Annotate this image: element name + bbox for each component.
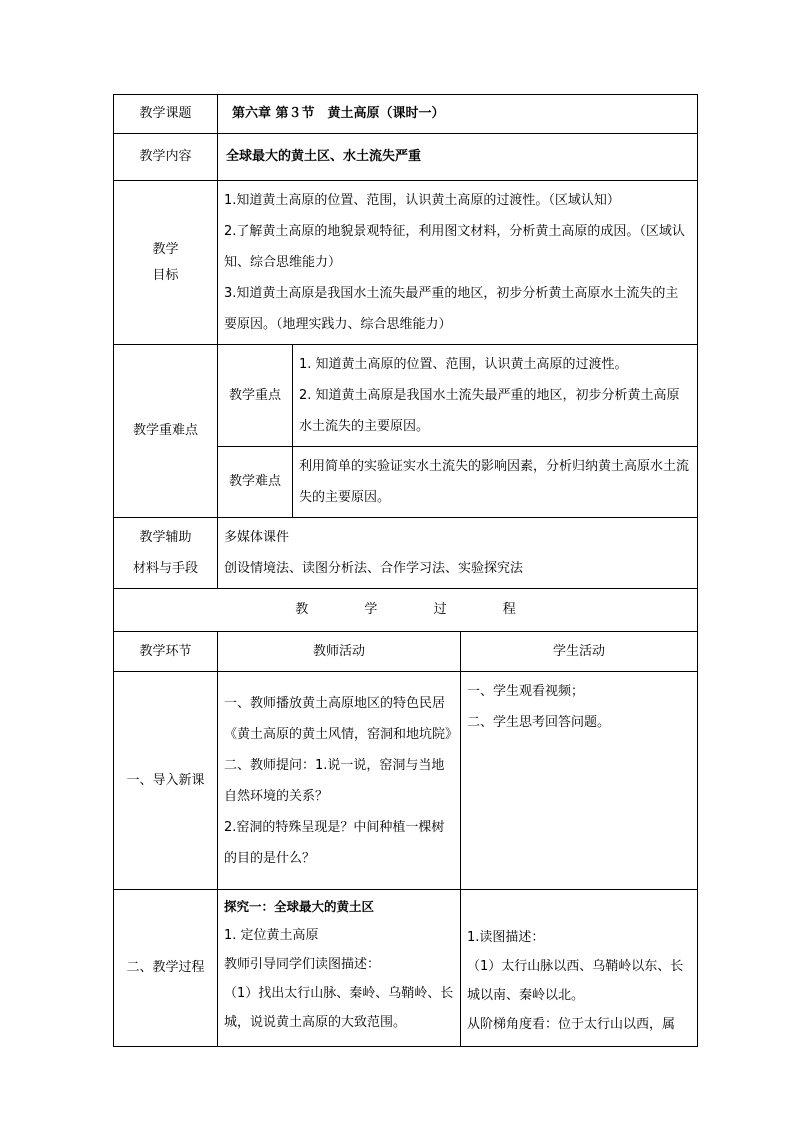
column-header-teacher: 教师活动 [218,632,461,672]
key-content [293,345,698,447]
process-student-line: 1.读图描述： [467,930,545,945]
aids-line: 创设情境法、读图分析法、合作学习法、实验探究法 [224,561,524,576]
intro-stage: 一、导入新课 [114,672,218,890]
process-header-char: 学 [364,602,378,617]
goals-label [114,181,218,345]
aids-label [114,518,218,589]
aids-label-line2: 材料与手段 [132,561,198,576]
difficult-content: 利用简单的实验证实水土流失的影响因素，分析归纳黄土高原水土流失的主要原因。 [293,447,698,518]
aids-content [218,518,698,589]
topic-value: 第六章 第３节 黄土高原（课时一） [218,95,698,134]
intro-teacher-line: 二、教师提问：1.说一说，窑洞与当地自然环境的关系？ [224,757,445,804]
columns-header-row [114,632,698,672]
intro-teacher-line: 2.窑洞的特殊呈现是？中间种植一棵树的目的是什么？ [224,819,445,866]
process-header [114,589,698,632]
process-stage: 二、教学过程 [114,890,218,1047]
difficult-label: 教学难点 [218,447,293,518]
aids-row [114,518,698,589]
goals-content [218,181,698,345]
key-item: 2. 知道黄土高原是我国水土流失最严重的地区，初步分析黄土高原水土流失的主要原因。 [299,388,680,434]
key-item: 1. 知道黄土高原的位置、范围，认识黄土高原的过渡性。 [299,357,628,372]
process-student [461,890,698,1047]
content-row [114,134,698,181]
intro-student-line: 二、学生思考回答问题。 [467,715,611,730]
column-header-stage: 教学环节 [114,632,218,672]
key-row [114,345,698,447]
process-teacher-heading: 探究一：全球最大的黄土区 [224,899,375,914]
content-value: 全球最大的黄土区、水土流失严重 [218,134,698,181]
intro-teacher [218,672,461,890]
process-header-char: 程 [502,602,516,617]
process-row [114,890,698,1047]
content-label: 教学内容 [114,134,218,181]
process-teacher-line: （1）找出太行山脉、秦岭、乌鞘岭、长城，说说黄土高原的大致范围。 [224,986,454,1030]
process-teacher-line: 教师引导同学们读图描述： [224,957,381,972]
process-header-row [114,589,698,632]
column-header-student: 学生活动 [461,632,698,672]
process-student-line: 从阶梯角度看：位于太行山以西，属 [467,1017,676,1032]
goal-item: 1.知道黄土高原的位置、范围，认识黄土高原的过渡性。（区域认知） [224,193,620,208]
key-difficult-label: 教学重难点 [114,345,218,518]
aids-line: 多媒体课件 [224,530,290,545]
intro-student [461,672,698,890]
process-header-char: 教 [295,602,309,617]
process-header-char: 过 [433,602,447,617]
intro-teacher-line: 一、教师播放黄土高原地区的特色民居《黄土高原的黄土风情，窑洞和地坑院》 [224,695,459,742]
key-label: 教学重点 [218,345,293,447]
goal-item: 2.了解黄土高原的地貌景观特征，利用图文材料，分析黄土高原的成因。（区域认知、综合思维能力） [224,224,685,270]
topic-label: 教学课题 [114,95,218,134]
process-student-line: （1）太行山脉以西、乌鞘岭以东、长城以南、秦岭以北。 [467,959,684,1003]
goals-label-line1: 教学 [152,241,179,257]
topic-row [114,95,698,134]
intro-row [114,672,698,890]
aids-label-line1: 教学辅助 [139,530,192,545]
goals-row [114,181,698,345]
lesson-plan-table [113,94,698,1047]
process-teacher [218,890,461,1047]
process-teacher-line: 1. 定位黄土高原 [224,928,319,943]
goals-label-line2: 目标 [152,267,179,283]
goal-item: 3.知道黄土高原是我国水土流失最严重的地区，初步分析黄土高原水土流失的主要原因。（地理实践力、综合思维能力） [224,286,679,332]
intro-student-line: 一、学生观看视频； [467,684,585,699]
